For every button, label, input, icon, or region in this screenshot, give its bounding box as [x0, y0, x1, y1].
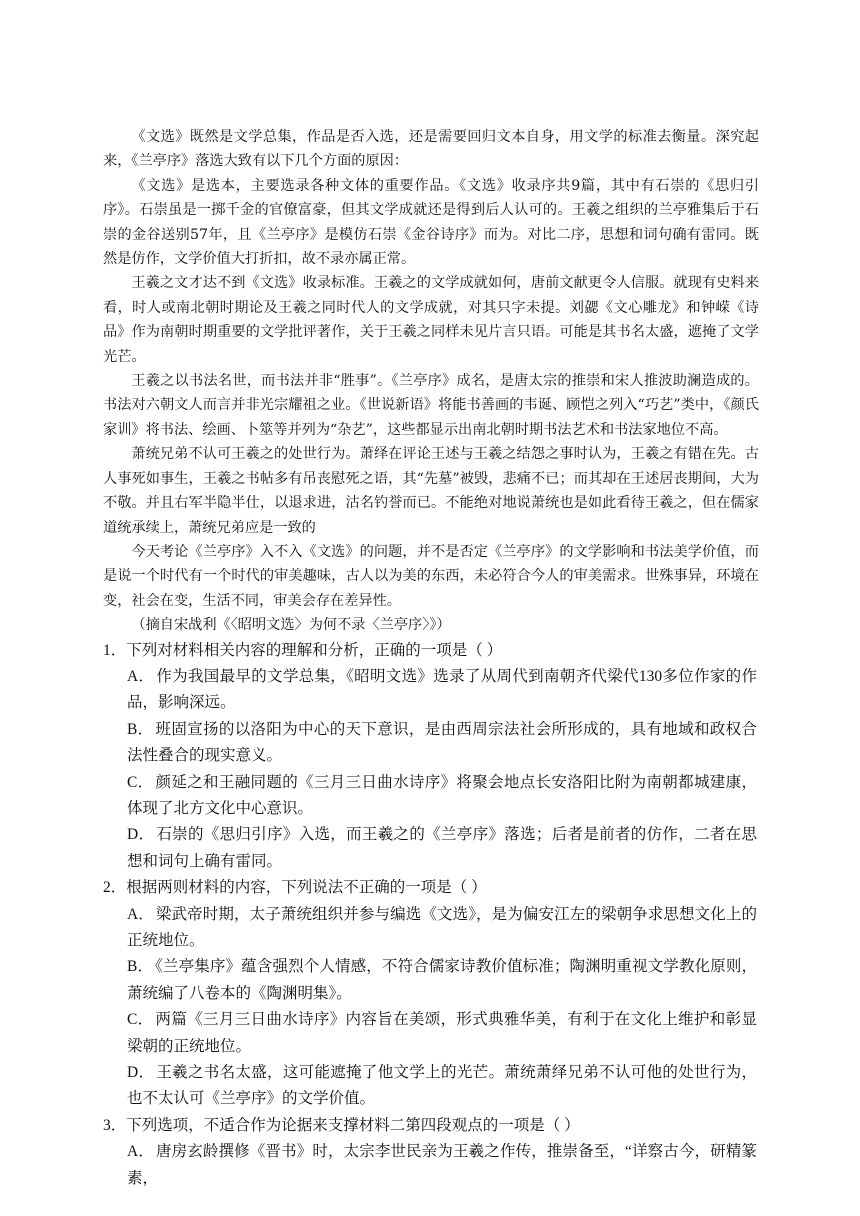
- option-letter: B．: [127, 958, 154, 976]
- question-stem: 2．根据两则材料的内容，下列说法不正确的一项是（ ）: [103, 879, 487, 897]
- passage-paragraph-2: 《文选》是选本，主要选录各种文体的重要作品。《文选》收录序共9篇，其中有石崇的《思归引序》。石崇虽是一掷千金的官僚富豪，但其文学成就还是得到后人认可的。王羲之组织的兰亭雅集后于石崇的金谷送别57年，且《兰亭序》是模仿石崇《金谷诗序》而为。对比二序，思想和词句确有雷同。既然是仿作，文学价值大打折扣，故不录亦属正常。: [103, 177, 759, 268]
- option-c[interactable]: [103, 770, 759, 823]
- option-text: 《兰亭集序》蕴含强烈个人情感，不符合儒家诗教价值标准；陶渊明重视文学教化原则，萧统编了八卷本的《陶渊明集》。: [127, 958, 757, 1002]
- passage-paragraph-5: 萧统兄弟不认可王羲之的处世行为。萧绎在评论王述与王羲之结怨之事时认为，王羲之有错在先。古人事死如事生，王羲之书帖多有吊丧慰死之语，其“先墓”被毁，悲痛不已；而其却在王述居丧期间，大为不敬。并且右军半隐半仕，以退求进，沽名钓誉而已。不能绝对地说萧统也是如此看待王羲之，但在儒家道统承续上，萧统兄弟应是一致的: [103, 446, 759, 536]
- option-text: 作为我国最早的文学总集，《昭明文选》选录了从周代到南朝齐代梁代130多位作家的作品，影响深远。: [127, 667, 757, 712]
- passage-paragraph-1: 《文选》既然是文学总集，作品是否入选，还是需要回归文本自身，用文学的标准去衡量。深究起来，《兰亭序》落选大致有以下几个方面的原因：: [103, 129, 759, 170]
- option-text: 两篇《三月三日曲水诗序》内容旨在美颂，形式典雅华美，有利于在文化上维护和彰显梁朝的正统地位。: [127, 1011, 757, 1055]
- option-letter: D．: [127, 826, 155, 844]
- question-stem: 3．下列选项，不适合作为论据来支撑材料二第四段观点的一项是（ ）: [103, 1116, 580, 1134]
- option-a[interactable]: [103, 902, 759, 955]
- reading-passage: [103, 125, 759, 638]
- option-b[interactable]: [103, 717, 759, 770]
- option-text: 唐房玄龄撰修《晋书》时，太宗李世民亲为王羲之作传，推崇备至，“详察古今，研精篆素，: [127, 1143, 757, 1187]
- option-d[interactable]: [103, 822, 759, 875]
- option-letter: A．: [127, 905, 154, 923]
- option-a[interactable]: [103, 664, 759, 717]
- question-2: [103, 875, 759, 1113]
- option-letter: D．: [127, 1064, 155, 1082]
- question-3: [103, 1113, 759, 1192]
- option-d[interactable]: [103, 1060, 759, 1113]
- option-text: 王羲之书名太盛，这可能遮掩了他文学上的光芒。萧统萧绎兄弟不认可他的处世行为，也不太认可《兰亭序》的文学价值。: [127, 1064, 757, 1108]
- option-letter: B．: [127, 720, 154, 738]
- option-letter: C．: [127, 1011, 154, 1029]
- option-a[interactable]: [103, 1139, 759, 1192]
- option-b[interactable]: [103, 954, 759, 1007]
- question-1: [103, 638, 759, 876]
- option-letter: C．: [127, 773, 154, 791]
- option-text: 颜延之和王融同题的《三月三日曲水诗序》将聚会地点长安洛阳比附为南朝都城建康，体现了北方文化中心意识。: [127, 773, 757, 817]
- passage-paragraph-6: 今天考论《兰亭序》入不入《文选》的问题，并不是否定《兰亭序》的文学影响和书法美学价值，而是说一个时代有一个时代的审美趣味，古人以为美的东西，未必符合今人的审美需求。世殊事异，环境在变，社会在变，生活不同，审美会存在差异性。: [103, 543, 759, 609]
- passage-paragraph-3: 王羲之文才达不到《文选》收录标准。王羲之的文学成就如何，唐前文献更令人信服。就现有史料来看，时人或南北朝时期论及王羲之同时代人的文学成就，对其只字未提。刘勰《文心雕龙》和钟嵘《诗品》作为南朝时期重要的文学批评著作，关于王羲之同样未见片言只语。可能是其书名太盛，遮掩了文学光芒。: [103, 275, 759, 365]
- option-text: 梁武帝时期，太子萧统组织并参与编选《文选》，是为偏安江左的梁朝争求思想文化上的正统地位。: [127, 905, 757, 949]
- option-letter: A．: [127, 667, 155, 685]
- option-text: 石崇的《思归引序》入选，而王羲之的《兰亭序》落选；后者是前者的仿作，二者在思想和词句上确有雷同。: [127, 826, 757, 870]
- option-c[interactable]: [103, 1007, 759, 1060]
- option-letter: A．: [127, 1143, 154, 1161]
- option-text: 班固宣扬的以洛阳为中心的天下意识，是由西周宗法社会所形成的，具有地域和政权合法性叠合的现实意义。: [127, 720, 757, 765]
- document-page: [103, 125, 759, 1192]
- passage-paragraph-4: 王羲之以书法名世，而书法并非“胜事”。《兰亭序》成名，是唐太宗的推崇和宋人推波助澜造成的。书法对六朝文人而言并非光宗耀祖之业。《世说新语》将能书善画的韦诞、顾恺之列入“巧艺”类中，《颜氏家训》将书法、绘画、卜筮等并列为“杂艺”，这些都显示出南北朝时期书法艺术和书法家地位不高。: [103, 373, 759, 438]
- question-stem: 1．下列对材料相关内容的理解和分析，正确的一项是（ ）: [103, 641, 503, 659]
- passage-source: （摘自宋战利《〈昭明文选〉为何不录〈兰亭序〉》）: [131, 617, 451, 634]
- question-list: [103, 638, 759, 1193]
